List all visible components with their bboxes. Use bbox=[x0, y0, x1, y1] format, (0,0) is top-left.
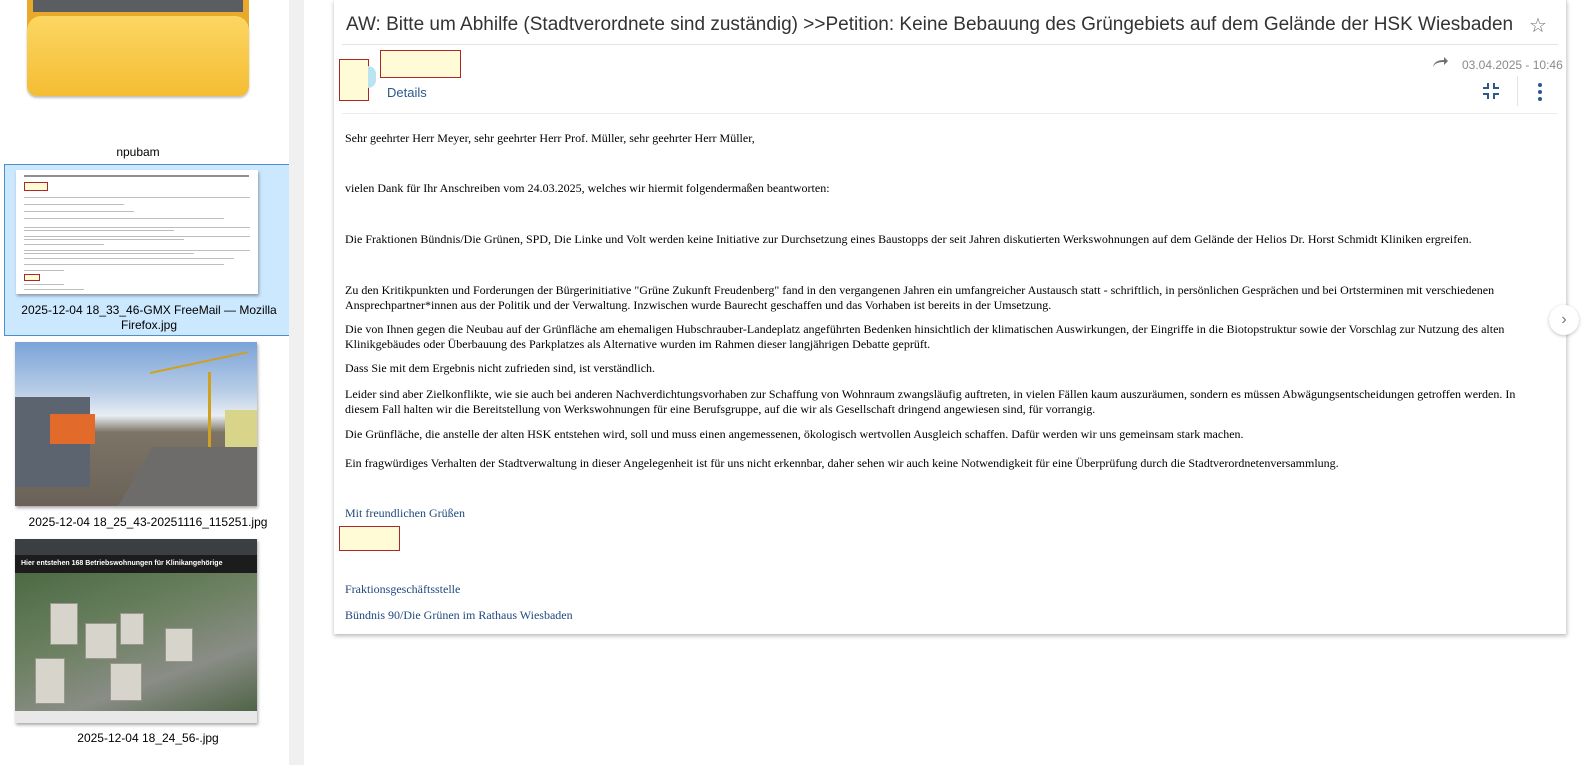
body-paragraph: Dass Sie mit dem Ergebnis nicht zufrieden sind, ist verständlich. bbox=[345, 361, 656, 375]
thumbnail-email-screenshot bbox=[16, 170, 258, 294]
file-browser-pane bbox=[0, 0, 290, 765]
billboard-banner: Hier entstehen 168 Betriebswohnungen für Klinikangehörige bbox=[15, 555, 257, 573]
thumbnail-construction-site bbox=[15, 342, 257, 506]
divider bbox=[342, 113, 1558, 114]
sender-avatar[interactable] bbox=[339, 59, 369, 101]
folder-label[interactable]: npubam bbox=[116, 145, 160, 159]
sender-name-redacted bbox=[380, 50, 461, 78]
body-paragraph: Leider sind aber Zielkonflikte, wie sie auch bei anderen Nachverdichtungsvorhaben zur Schaffung von Wohnraum zwangsläufig auftreten, in vielen Fällen kaum auszuräumen, sondern es müssen Abwägungsentscheidungen getroffen werden. In diesem Fall halten wir die Bereitstellung von Werkswohnungen für eine Berufsgruppe, auf die wir als Gesellschaft dringend angewiesen sind, für vorrangig. bbox=[345, 387, 1516, 416]
chevron-right-icon[interactable]: › bbox=[1549, 305, 1579, 335]
body-paragraph: Die Fraktionen Bündnis/Die Grünen, SPD, Die Linke und Volt werden keine Initiative zur Durchsetzung eines Baustopps der seit Jahren diskutierten Werkswohnungen auf dem Gelände der Helios Dr. Horst Schmidt Kliniken ergreifen. bbox=[345, 232, 1472, 246]
body-paragraph: Die von Ihnen gegen die Neubau auf der Grünfläche am ehemaligen Hubschrauber-Landeplatz angeführten Bedenken hinsichtlich der klimatischen Auswirkungen, der Eingriffe in die Biotopstruktur sowie der Vorschlag zur Nutzung des alten Klinikgebäudes oder Überbauung des Parkplatzes als Alternative wurden im Rahmen dieser langjährigen Debatte geprüft. bbox=[345, 322, 1505, 351]
folder-icon[interactable] bbox=[27, 0, 249, 100]
body-paragraph: Ein fragwürdiges Verhalten der Stadtverwaltung in dieser Angelegenheit ist für uns nicht erkennbar, daher sehen wir auch keine Notwendigkeit für eine Überprüfung durch die Stadtverordnetenversammlung. bbox=[345, 456, 1339, 470]
body-paragraph: Die Grünfläche, die anstelle der alten HSK entstehen wird, soll und muss einen angemessenen, ökologisch wertvollen Ausgleich schaffen. Dafür werden wir uns gemeinsam stark machen. bbox=[345, 427, 1244, 441]
email-subject: AW: Bitte um Abhilfe (Stadtverordnete sind zuständig) >>Petition: Keine Bebauung des Grüngebiets auf dem Gelände der HSK Wiesbaden bbox=[346, 14, 1514, 35]
file-name: 2025-12-04 18_33_46-GMX FreeMail — Mozilla Firefox.jpg bbox=[21, 303, 277, 332]
more-vertical-icon[interactable] bbox=[1534, 82, 1546, 102]
file-item-gmx-screenshot[interactable] bbox=[4, 164, 302, 336]
collapse-icon[interactable] bbox=[1481, 81, 1501, 101]
star-icon[interactable]: ☆ bbox=[1529, 15, 1547, 37]
file-name: 2025-12-04 18_25_43-20251116_115251.jpg bbox=[28, 515, 268, 529]
signature-name-redacted bbox=[339, 526, 400, 551]
divider bbox=[342, 44, 1558, 45]
file-name: 2025-12-04 18_24_56-.jpg bbox=[77, 731, 219, 745]
email-view bbox=[334, 0, 1567, 634]
reply-icon[interactable] bbox=[1431, 55, 1449, 71]
thumbnail-housing-billboard bbox=[15, 539, 257, 723]
body-salutation: Sehr geehrter Herr Meyer, sehr geehrter Herr Prof. Müller, sehr geehrter Herr Müller, bbox=[345, 131, 755, 145]
body-paragraph: Zu den Kritikpunkten und Forderungen der Bürgerinitiative "Grüne Zukunft Freudenberg" fand in den vergangenen Jahren ein umfangreicher Austausch statt - schriftlich, in persönlichen Gesprächen und bei Ortsterminen mit verschiedenen Ansprechpartner*innen aus der Politik und der Verwaltung. Inzwischen wurde Baurecht geschaffen und das Vorhaben ist bereits in der Umsetzung. bbox=[345, 283, 1495, 312]
pane-splitter[interactable] bbox=[289, 0, 304, 765]
avatar-badge bbox=[368, 66, 376, 88]
toolbar-separator bbox=[1517, 76, 1518, 106]
signature-organization: Bündnis 90/Die Grünen im Rathaus Wiesbaden bbox=[345, 608, 573, 622]
file-item-construction-photo[interactable] bbox=[4, 338, 300, 530]
signature-office: Fraktionsgeschäftsstelle bbox=[345, 582, 461, 596]
file-item-billboard-photo[interactable] bbox=[4, 536, 300, 750]
signature-greeting: Mit freundlichen Grüßen bbox=[345, 506, 465, 520]
details-link[interactable]: Details bbox=[387, 85, 427, 100]
email-date: 03.04.2025 - 10:46 bbox=[1462, 58, 1563, 72]
body-paragraph: vielen Dank für Ihr Anschreiben vom 24.03.2025, welches wir hiermit folgendermaßen beantworten: bbox=[345, 181, 830, 195]
